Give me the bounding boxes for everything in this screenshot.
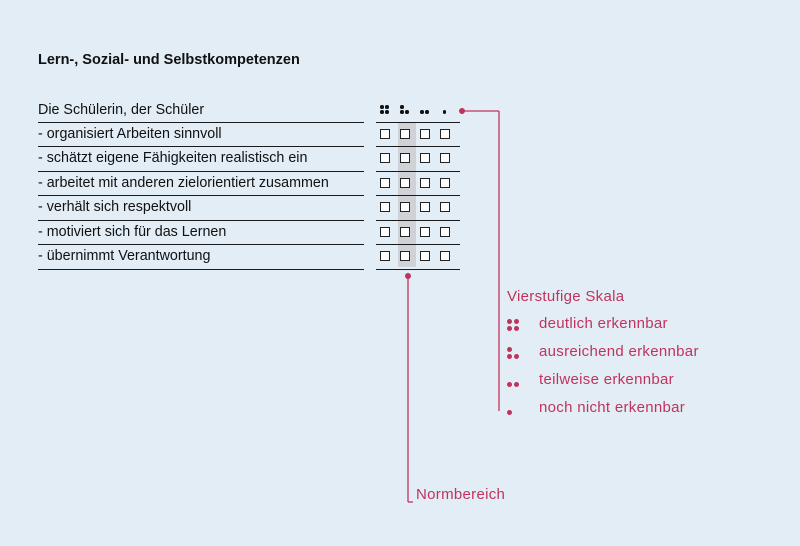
- scale-level-label: teilweise erkennbar: [539, 371, 674, 388]
- section-title: Lern-, Sozial- und Selbstkompetenzen: [38, 52, 300, 68]
- scale-level-label: deutlich erkennbar: [539, 315, 668, 332]
- statement-header: Die Schülerin, der Schüler: [38, 98, 364, 123]
- statement-row: - verhält sich respektvoll: [38, 196, 364, 221]
- statement-row: - übernimmt Verantwortung: [38, 245, 364, 270]
- scale-level-label: ausreichend erkennbar: [539, 343, 699, 360]
- scale-level-label: noch nicht erkennbar: [539, 399, 686, 416]
- statement-row: - organisiert Arbeiten sinnvoll: [38, 123, 364, 148]
- scale-dots-icon: [507, 321, 523, 335]
- scale-title: Vierstufige Skala: [507, 288, 625, 305]
- statement-row: - motiviert sich für das Lernen: [38, 221, 364, 246]
- scale-connector-dot: [459, 108, 465, 114]
- scale-dots-icon: [507, 349, 523, 363]
- scale-dots-icon: [507, 377, 523, 391]
- scale-dots-icon: [507, 405, 523, 419]
- norm-range-label: Normbereich: [416, 486, 506, 503]
- statement-row: - arbeitet mit anderen zielorientiert zusammen: [38, 172, 364, 197]
- statement-row: - schätzt eigene Fähigkeiten realistisch ein: [38, 147, 364, 172]
